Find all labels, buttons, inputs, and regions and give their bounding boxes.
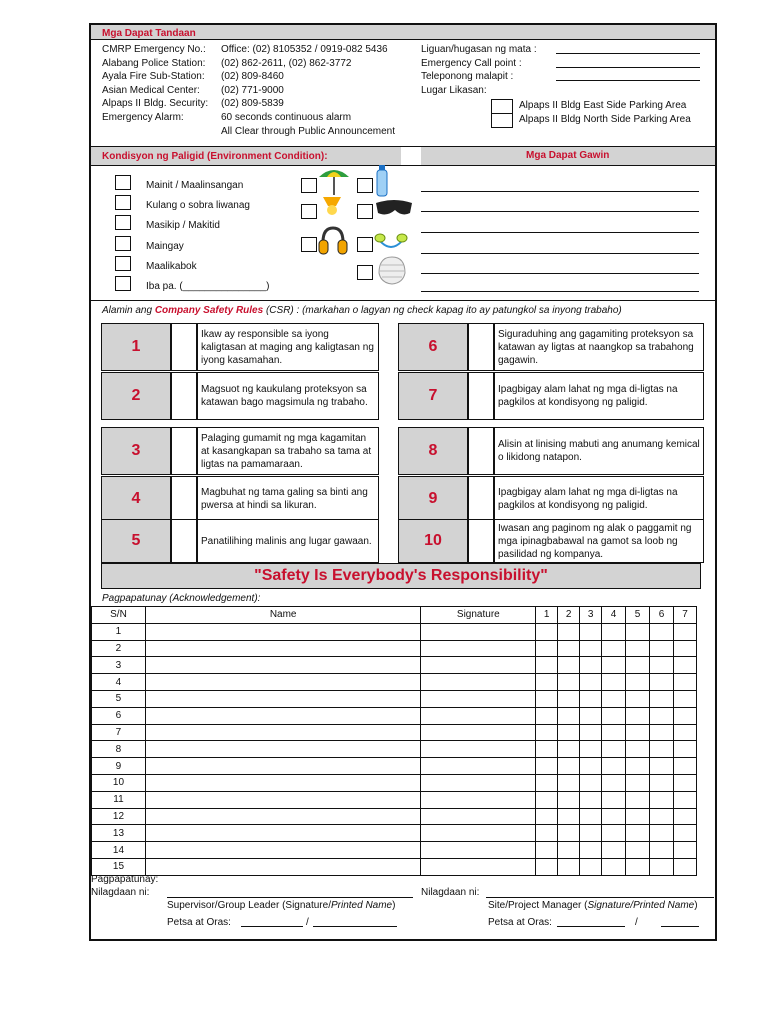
- rule-text: Alisin at linising mabuti ang anumang kemical o likidong natapon.: [494, 427, 704, 475]
- ack-cell[interactable]: [673, 808, 696, 825]
- ack-cell[interactable]: [580, 758, 602, 775]
- rule-checkbox[interactable]: [171, 476, 197, 521]
- ack-cell[interactable]: [145, 791, 420, 808]
- ack-cell[interactable]: [580, 774, 602, 791]
- ack-row: [92, 758, 697, 775]
- csr-intro-red: Company Safety Rules: [154, 305, 264, 316]
- slogan-text: "Safety Is Everybody's Responsibility": [254, 567, 548, 584]
- ack-cell[interactable]: [673, 758, 696, 775]
- ack-cell[interactable]: [650, 808, 674, 825]
- csr-intro-suffix: (CSR) : (markahan o lagyan ng check kapag ito ay patungkol sa inyong trabaho): [265, 305, 622, 316]
- ack-cell[interactable]: [673, 842, 696, 859]
- evac-east-label: Alpaps II Bldg East Side Parking Area: [519, 100, 687, 111]
- ack-cell[interactable]: [536, 623, 558, 640]
- ack-cell[interactable]: [626, 774, 650, 791]
- ack-cell[interactable]: [580, 623, 602, 640]
- ack-cell[interactable]: [626, 623, 650, 640]
- footer-nilagdaan-right: Nilagdaan ni:: [421, 887, 480, 898]
- condition-checkbox[interactable]: [115, 276, 131, 291]
- ack-sn: 7: [92, 724, 146, 741]
- ack-cell[interactable]: [602, 758, 626, 775]
- slogan-bar: [101, 563, 701, 589]
- ack-row: [92, 825, 697, 842]
- ack-cell[interactable]: [673, 741, 696, 758]
- ack-sn: 8: [92, 741, 146, 758]
- ack-cell[interactable]: [602, 623, 626, 640]
- ack-cell[interactable]: [673, 623, 696, 640]
- left-signature-line[interactable]: [167, 897, 413, 898]
- ack-row: [92, 842, 697, 859]
- rule-number: 10: [398, 519, 468, 563]
- ack-row: [92, 741, 697, 758]
- ack-cell[interactable]: [626, 674, 650, 691]
- contact-value: (02) 771-9000: [221, 84, 284, 96]
- ack-cell[interactable]: [580, 791, 602, 808]
- rule-checkbox[interactable]: [468, 427, 494, 475]
- petsa-right-date[interactable]: [557, 926, 625, 927]
- location-field-label: Lugar Likasan:: [421, 84, 487, 96]
- ack-cell[interactable]: [626, 842, 650, 859]
- contact-value: 60 seconds continuous alarm: [221, 112, 352, 123]
- ack-cell[interactable]: [145, 825, 420, 842]
- ack-cell[interactable]: [558, 758, 580, 775]
- petsa-right-time[interactable]: [661, 926, 699, 927]
- todo-title: Mga Dapat Gawin: [526, 150, 610, 161]
- ack-sn: 6: [92, 707, 146, 724]
- ppe-checkbox-goggles[interactable]: [357, 204, 373, 219]
- ppe-checkbox-earmuffs[interactable]: [301, 237, 317, 252]
- col-rule: 4: [602, 607, 626, 624]
- ack-cell[interactable]: [602, 842, 626, 859]
- contact-label: Alpaps II Bldg. Security:: [102, 98, 209, 110]
- ack-row: [92, 724, 697, 741]
- ack-cell[interactable]: [602, 724, 626, 741]
- evac-north-label: Alpaps II Bldg North Side Parking Area: [519, 114, 691, 125]
- ack-cell[interactable]: [580, 842, 602, 859]
- ack-cell[interactable]: [421, 623, 536, 640]
- rule-number: 6: [398, 323, 468, 371]
- ack-cell[interactable]: [536, 690, 558, 707]
- rule-checkbox[interactable]: [468, 476, 494, 521]
- ack-cell[interactable]: [421, 842, 536, 859]
- right-signature-line[interactable]: [486, 897, 714, 898]
- rule-text: Panatilihing malinis ang lugar gawaan.: [197, 519, 379, 563]
- ack-cell[interactable]: [421, 674, 536, 691]
- ack-row: [92, 657, 697, 674]
- ack-cell[interactable]: [145, 774, 420, 791]
- location-field-line[interactable]: [556, 53, 700, 54]
- ack-cell[interactable]: [650, 707, 674, 724]
- condition-checkbox[interactable]: [115, 256, 131, 271]
- ack-cell[interactable]: [626, 825, 650, 842]
- ppe-checkbox-water[interactable]: [357, 178, 373, 193]
- rule-number: 2: [101, 372, 171, 420]
- rule-number: 5: [101, 519, 171, 563]
- ack-cell[interactable]: [626, 640, 650, 657]
- ack-cell[interactable]: [536, 808, 558, 825]
- ack-cell[interactable]: [626, 657, 650, 674]
- dust-mask-icon: [375, 253, 409, 287]
- ack-cell[interactable]: [145, 741, 420, 758]
- ack-cell[interactable]: [650, 758, 674, 775]
- ack-sn: 15: [92, 858, 146, 875]
- col-rule: 5: [626, 607, 650, 624]
- ack-sn: 13: [92, 825, 146, 842]
- todo-line[interactable]: [421, 291, 699, 292]
- ack-sn: 9: [92, 758, 146, 775]
- ack-cell[interactable]: [650, 674, 674, 691]
- ack-cell[interactable]: [558, 858, 580, 875]
- petsa-left-slash: /: [306, 917, 309, 928]
- ack-cell[interactable]: [421, 741, 536, 758]
- ack-cell[interactable]: [602, 640, 626, 657]
- ack-cell[interactable]: [673, 674, 696, 691]
- ack-cell[interactable]: [558, 640, 580, 657]
- ack-cell[interactable]: [145, 707, 420, 724]
- rule-text: Magbuhat ng tama galing sa binti ang pwersa at hindi sa likuran.: [197, 476, 379, 521]
- ack-cell[interactable]: [650, 640, 674, 657]
- ack-row: [92, 858, 697, 875]
- ack-cell[interactable]: [145, 690, 420, 707]
- ack-cell[interactable]: [145, 657, 420, 674]
- water-bottle-icon: [375, 165, 389, 197]
- ack-cell[interactable]: [145, 842, 420, 859]
- ack-cell[interactable]: [626, 724, 650, 741]
- contact-value: Office: (02) 8105352 / 0919-082 5436: [221, 44, 388, 55]
- ack-cell[interactable]: [421, 640, 536, 657]
- csr-intro: [102, 305, 622, 316]
- ack-cell[interactable]: [558, 707, 580, 724]
- ack-cell[interactable]: [650, 623, 674, 640]
- ack-row: [92, 707, 697, 724]
- todo-line[interactable]: [421, 232, 699, 233]
- ack-cell[interactable]: [558, 774, 580, 791]
- ack-cell[interactable]: [602, 657, 626, 674]
- ppe-checkbox-mask[interactable]: [357, 265, 373, 280]
- condition-label: Mainit / Maalinsangan: [146, 180, 244, 191]
- ack-cell[interactable]: [145, 758, 420, 775]
- ack-cell[interactable]: [536, 774, 558, 791]
- ack-cell[interactable]: [580, 640, 602, 657]
- evac-north-checkbox[interactable]: [491, 113, 513, 128]
- right-role: [488, 899, 698, 913]
- ack-cell[interactable]: [145, 640, 420, 657]
- ack-cell[interactable]: [421, 657, 536, 674]
- rule-checkbox[interactable]: [171, 323, 197, 371]
- rule-checkbox[interactable]: [171, 427, 197, 475]
- ack-cell[interactable]: [536, 724, 558, 741]
- safety-form: [89, 23, 717, 941]
- csr-intro-prefix: Alamin ang: [102, 305, 153, 316]
- left-role-end: ): [392, 900, 396, 911]
- ack-sn: 14: [92, 842, 146, 859]
- ack-cell[interactable]: [650, 825, 674, 842]
- tandaan-title: Mga Dapat Tandaan: [102, 28, 196, 39]
- ack-cell[interactable]: [650, 657, 674, 674]
- ack-cell[interactable]: [602, 690, 626, 707]
- ack-cell[interactable]: [673, 791, 696, 808]
- condition-label: Maalikabok: [146, 260, 197, 272]
- ack-cell[interactable]: [558, 623, 580, 640]
- rule-number: 7: [398, 372, 468, 420]
- ack-header-row: [92, 607, 697, 624]
- todo-line[interactable]: [421, 191, 699, 192]
- ack-cell[interactable]: [673, 690, 696, 707]
- ack-cell[interactable]: [421, 690, 536, 707]
- ack-cell[interactable]: [558, 741, 580, 758]
- contact-label: Alabang Police Station:: [102, 57, 206, 69]
- ppe-checkbox-lamp[interactable]: [301, 204, 317, 219]
- ack-cell[interactable]: [536, 657, 558, 674]
- ack-cell[interactable]: [145, 623, 420, 640]
- ack-row: [92, 774, 697, 791]
- lamp-icon: [319, 193, 345, 219]
- condition-label: Masikip / Makitid: [146, 220, 220, 232]
- condition-checkbox[interactable]: [115, 236, 131, 251]
- col-rule: 1: [536, 607, 558, 624]
- ack-sn: 4: [92, 674, 146, 691]
- ack-table: [91, 606, 697, 876]
- ack-cell[interactable]: [580, 858, 602, 875]
- ack-cell[interactable]: [536, 758, 558, 775]
- ack-cell[interactable]: [602, 825, 626, 842]
- col-name: Name: [145, 607, 420, 624]
- ack-cell[interactable]: [421, 791, 536, 808]
- ack-cell[interactable]: [673, 825, 696, 842]
- ack-cell[interactable]: [673, 724, 696, 741]
- right-role-text: Site/Project Manager (: [488, 900, 588, 911]
- col-rule: 7: [673, 607, 696, 624]
- condition-label: Maingay: [146, 240, 184, 252]
- condition-checkbox[interactable]: [115, 175, 131, 190]
- ack-cell[interactable]: [421, 825, 536, 842]
- contact-value: (02) 809-5839: [221, 98, 284, 110]
- ack-cell[interactable]: [558, 657, 580, 674]
- rule-checkbox[interactable]: [468, 323, 494, 371]
- ack-cell[interactable]: [145, 808, 420, 825]
- contact-label: CMRP Emergency No.:: [102, 44, 206, 55]
- ack-sn: 1: [92, 623, 146, 640]
- ack-cell[interactable]: [558, 724, 580, 741]
- contact-label: Asian Medical Center:: [102, 84, 200, 96]
- ack-cell[interactable]: [558, 842, 580, 859]
- ack-cell[interactable]: [602, 741, 626, 758]
- petsa-left-time[interactable]: [313, 926, 397, 927]
- ack-sn: 12: [92, 808, 146, 825]
- rule-text: Ipagbigay alam lahat ng mga di-ligtas na pagkilos at kondisyong ng paligid.: [494, 372, 704, 420]
- location-field-label: Teleponong malapit :: [421, 71, 514, 83]
- petsa-right-label: Petsa at Oras:: [488, 917, 552, 928]
- ack-cell[interactable]: [626, 791, 650, 808]
- col-rule: 2: [558, 607, 580, 624]
- ack-row: [92, 690, 697, 707]
- ack-cell[interactable]: [580, 825, 602, 842]
- condition-label: Iba pa. (_______________): [146, 281, 270, 292]
- environment-header-gap: [401, 146, 421, 166]
- location-field-label: Emergency Call point :: [421, 57, 522, 69]
- location-field-line[interactable]: [556, 80, 700, 81]
- ack-cell[interactable]: [421, 758, 536, 775]
- alarm-all-clear: All Clear through Public Announcement: [221, 126, 395, 137]
- ack-cell[interactable]: [650, 774, 674, 791]
- contact-label: Ayala Fire Sub-Station:: [102, 71, 205, 83]
- ack-cell[interactable]: [650, 842, 674, 859]
- ack-cell[interactable]: [558, 825, 580, 842]
- ack-cell[interactable]: [650, 724, 674, 741]
- rule-text: Magsuot ng kaukulang proteksyon sa katawan bago magsimula ng trabaho.: [197, 372, 379, 420]
- rule-checkbox[interactable]: [468, 519, 494, 563]
- ack-cell[interactable]: [602, 791, 626, 808]
- rule-text: Siguraduhing ang gagamiting proteksyon sa katawan ay ligtas at naangkop sa trabahong gagawin.: [494, 323, 704, 371]
- condition-checkbox[interactable]: [115, 195, 131, 210]
- petsa-right-slash: /: [635, 917, 638, 928]
- rule-number: 9: [398, 476, 468, 521]
- rule-number: 1: [101, 323, 171, 371]
- ack-cell[interactable]: [626, 758, 650, 775]
- right-role-end: ): [694, 900, 698, 911]
- rule-text: Palaging gumamit ng mga kagamitan at kasangkapan sa trabaho sa tama at ligtas na pamamaraan.: [197, 427, 379, 475]
- ack-cell[interactable]: [421, 808, 536, 825]
- todo-line[interactable]: [421, 253, 699, 254]
- ack-cell[interactable]: [650, 690, 674, 707]
- ack-cell[interactable]: [602, 858, 626, 875]
- ack-cell[interactable]: [673, 858, 696, 875]
- ack-cell[interactable]: [580, 741, 602, 758]
- rule-checkbox[interactable]: [171, 519, 197, 563]
- ack-cell[interactable]: [580, 724, 602, 741]
- location-field-label: Liguan/hugasan ng mata :: [421, 44, 537, 55]
- ack-cell[interactable]: [536, 741, 558, 758]
- todo-line[interactable]: [421, 273, 699, 274]
- ack-cell[interactable]: [580, 674, 602, 691]
- ack-row: [92, 623, 697, 640]
- left-role: [167, 899, 395, 913]
- left-role-text: Supervisor/Group Leader (Signature/: [167, 900, 331, 911]
- ack-cell[interactable]: [673, 707, 696, 724]
- ack-cell[interactable]: [558, 791, 580, 808]
- ack-row: [92, 791, 697, 808]
- left-role-italic: Printed Name: [330, 900, 393, 911]
- rule-checkbox[interactable]: [468, 372, 494, 420]
- ack-cell[interactable]: [421, 707, 536, 724]
- ack-cell[interactable]: [626, 707, 650, 724]
- ack-row: [92, 674, 697, 691]
- ack-cell[interactable]: [626, 858, 650, 875]
- ack-cell[interactable]: [673, 657, 696, 674]
- ack-cell[interactable]: [421, 858, 536, 875]
- ack-sn: 5: [92, 690, 146, 707]
- safety-goggles-icon: [374, 197, 414, 219]
- col-signature: Signature: [421, 607, 536, 624]
- rule-checkbox[interactable]: [171, 372, 197, 420]
- ack-cell[interactable]: [145, 858, 420, 875]
- petsa-left-label: Petsa at Oras:: [167, 917, 231, 928]
- ack-cell[interactable]: [580, 808, 602, 825]
- ppe-checkbox-earplugs[interactable]: [357, 237, 373, 252]
- ack-cell[interactable]: [626, 690, 650, 707]
- condition-checkbox[interactable]: [115, 215, 131, 230]
- rule-number: 8: [398, 427, 468, 475]
- ack-cell[interactable]: [673, 640, 696, 657]
- ppe-checkbox-umbrella[interactable]: [301, 178, 317, 193]
- environment-title: Kondisyon ng Paligid (Environment Condition):: [102, 151, 328, 162]
- rule-text: Iwasan ang paginom ng alak o paggamit ng mga ipinagbabawal na gamot sa loob ng pasilidad ng kompanya.: [494, 519, 704, 563]
- col-rule: 6: [650, 607, 674, 624]
- ack-cell[interactable]: [650, 741, 674, 758]
- ack-cell[interactable]: [421, 774, 536, 791]
- footer-nilagdaan-left: Nilagdaan ni:: [91, 887, 150, 898]
- ack-cell[interactable]: [580, 690, 602, 707]
- contact-label: Emergency Alarm:: [102, 112, 184, 123]
- ack-cell[interactable]: [602, 674, 626, 691]
- ack-cell[interactable]: [626, 741, 650, 758]
- earmuffs-icon: [317, 226, 349, 256]
- rule-number: 4: [101, 476, 171, 521]
- csr-top-border: [91, 300, 715, 301]
- rule-text: Ikaw ay responsible sa iyong kaligtasan at maging ang kaligtasan ng iyong kasamahan.: [197, 323, 379, 371]
- evac-east-checkbox[interactable]: [491, 99, 513, 114]
- rule-text: Ipagbigay alam lahat ng mga di-ligtas na pagkilos at kondisyong ng paligid.: [494, 476, 704, 521]
- ack-cell[interactable]: [145, 724, 420, 741]
- rule-number: 3: [101, 427, 171, 475]
- ack-cell[interactable]: [650, 791, 674, 808]
- ack-cell[interactable]: [580, 707, 602, 724]
- col-sn: S/N: [92, 607, 146, 624]
- earplugs-icon: [374, 231, 408, 253]
- ack-cell[interactable]: [145, 674, 420, 691]
- footer-pagpapatunay: Pagpapatunay:: [91, 874, 159, 885]
- ack-cell[interactable]: [421, 724, 536, 741]
- ack-cell[interactable]: [536, 707, 558, 724]
- location-field-line[interactable]: [556, 67, 700, 68]
- ack-cell[interactable]: [536, 791, 558, 808]
- todo-line[interactable]: [421, 211, 699, 212]
- ack-cell[interactable]: [650, 858, 674, 875]
- contact-value: (02) 809-8460: [221, 71, 284, 83]
- ack-sn: 3: [92, 657, 146, 674]
- col-rule: 3: [580, 607, 602, 624]
- ack-cell[interactable]: [558, 808, 580, 825]
- ack-cell[interactable]: [602, 808, 626, 825]
- ack-sn: 10: [92, 774, 146, 791]
- ack-title: Pagpapatunay (Acknowledgement):: [102, 593, 261, 604]
- ack-cell[interactable]: [536, 842, 558, 859]
- petsa-left-date[interactable]: [241, 926, 303, 927]
- ack-row: [92, 808, 697, 825]
- ack-row: [92, 640, 697, 657]
- ack-cell[interactable]: [558, 674, 580, 691]
- ack-cell[interactable]: [558, 690, 580, 707]
- ack-sn: 2: [92, 640, 146, 657]
- ack-cell[interactable]: [580, 657, 602, 674]
- ack-cell[interactable]: [673, 774, 696, 791]
- ack-cell[interactable]: [536, 674, 558, 691]
- ack-cell[interactable]: [536, 858, 558, 875]
- right-role-italic: Signature/Printed Name: [587, 900, 695, 911]
- ack-cell[interactable]: [602, 707, 626, 724]
- ack-cell[interactable]: [536, 825, 558, 842]
- contact-value: (02) 862-2611, (02) 862-3772: [221, 57, 352, 69]
- condition-label: Kulang o sobra liwanag: [146, 200, 250, 212]
- ack-cell[interactable]: [536, 640, 558, 657]
- ack-cell[interactable]: [626, 808, 650, 825]
- ack-cell[interactable]: [602, 774, 626, 791]
- ack-sn: 11: [92, 791, 146, 808]
